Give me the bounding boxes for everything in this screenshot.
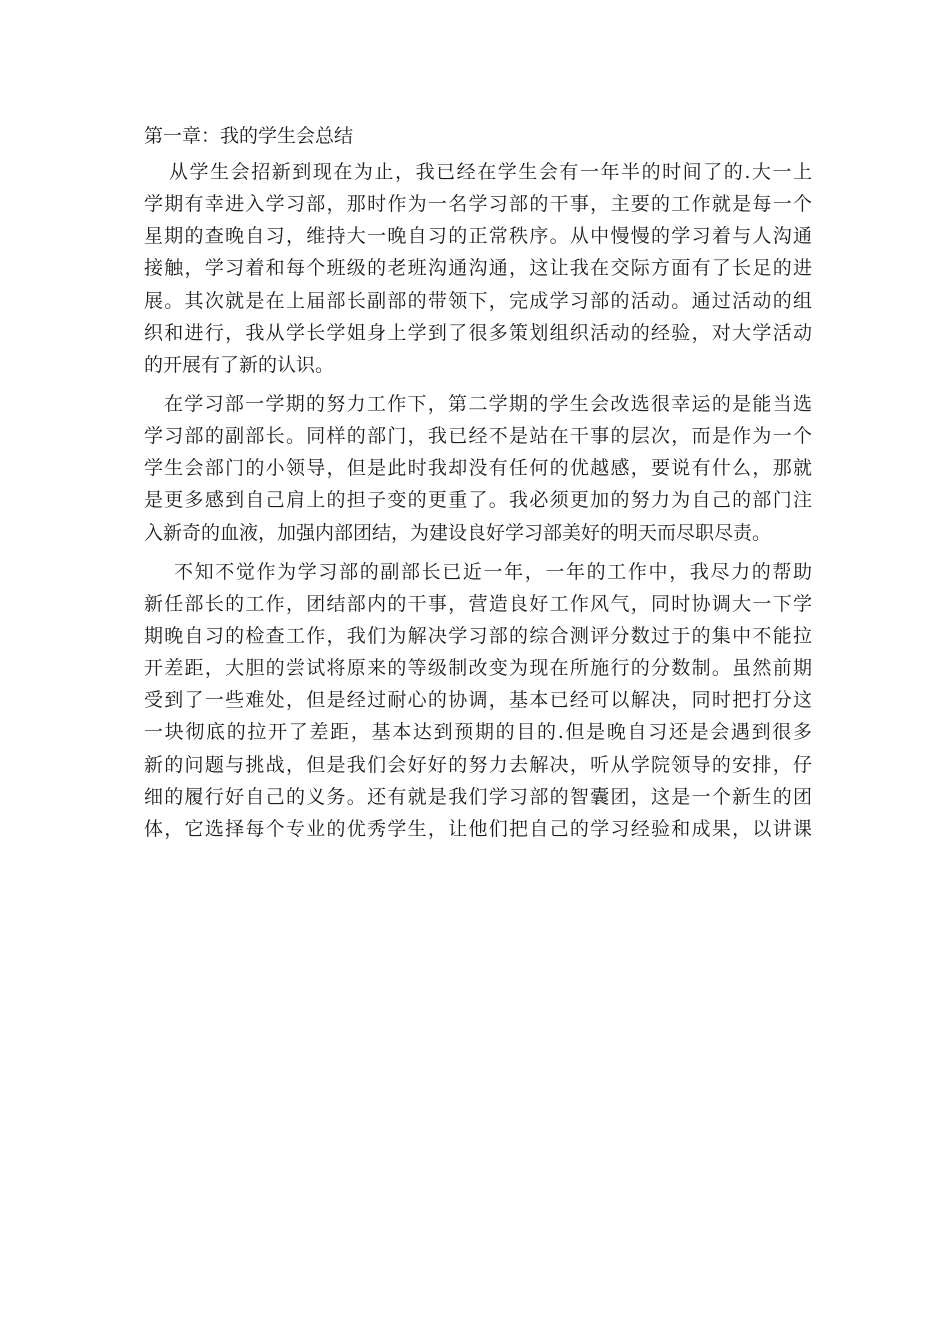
text-line: 接触，学习着和每个班级的老班沟通沟通，这让我在交际方面有了长足的进 <box>144 257 812 280</box>
text-line: 入新奇的血液，加强内部团结，为建设良好学习部美好的明天而尽职尽责。 <box>144 521 772 544</box>
text-line: 不知不觉作为学习部的副部长已近一年，一年的工作中，我尽力的帮助 <box>174 560 812 583</box>
paragraph-2 <box>144 388 812 549</box>
text-line: 在学习部一学期的努力工作下，第二学期的学生会改选很幸运的是能当选 <box>164 392 812 415</box>
paragraph-1 <box>144 156 812 381</box>
chapter-title: 第一章：我的学生会总结 <box>144 125 354 147</box>
text-line: 一块彻底的拉开了差距，基本达到预期的目的.但是晚自习还是会遇到很多 <box>144 721 812 744</box>
text-line: 学习部的副部长。同样的部门，我已经不是站在干事的层次，而是作为一个 <box>144 425 812 448</box>
text-line: 展。其次就是在上届部长副部的带领下，完成学习部的活动。通过活动的组 <box>144 289 812 312</box>
text-line: 是更多感到自己肩上的担子变的更重了。我必须更加的努力为自己的部门注 <box>144 489 812 512</box>
text-line: 新任部长的工作，团结部内的干事，营造良好工作风气，同时协调大一下学 <box>144 592 812 615</box>
document-body <box>144 120 812 845</box>
text-line: 开差距，大胆的尝试将原来的等级制改变为现在所施行的分数制。虽然前期 <box>144 657 812 680</box>
text-line: 学期有幸进入学习部，那时作为一名学习部的干事，主要的工作就是每一个 <box>144 193 812 216</box>
text-line: 星期的查晚自习，维持大一晚自习的正常秩序。从中慢慢的学习着与人沟通 <box>144 225 812 248</box>
text-line: 细的履行好自己的义务。还有就是我们学习部的智囊团，这是一个新生的团 <box>144 785 812 808</box>
text-line: 新的问题与挑战，但是我们会好好的努力去解决，听从学院领导的安排，仔 <box>144 753 812 776</box>
text-line: 的开展有了新的认识。 <box>144 353 335 376</box>
text-line: 受到了一些难处，但是经过耐心的协调，基本已经可以解决，同时把打分这 <box>144 689 812 712</box>
paragraph-3 <box>144 556 812 845</box>
text-line: 学生会部门的小领导，但是此时我却没有任何的优越感，要说有什么，那就 <box>144 457 812 480</box>
text-line: 期晚自习的检查工作，我们为解决学习部的综合测评分数过于的集中不能拉 <box>144 624 812 647</box>
text-line: 从学生会招新到现在为止，我已经在学生会有一年半的时间了的.大一上 <box>169 161 812 183</box>
text-line: 体，它选择每个专业的优秀学生，让他们把自己的学习经验和成果，以讲课 <box>144 817 812 840</box>
text-line: 织和进行，我从学长学姐身上学到了很多策划组织活动的经验，对大学活动 <box>144 321 812 344</box>
